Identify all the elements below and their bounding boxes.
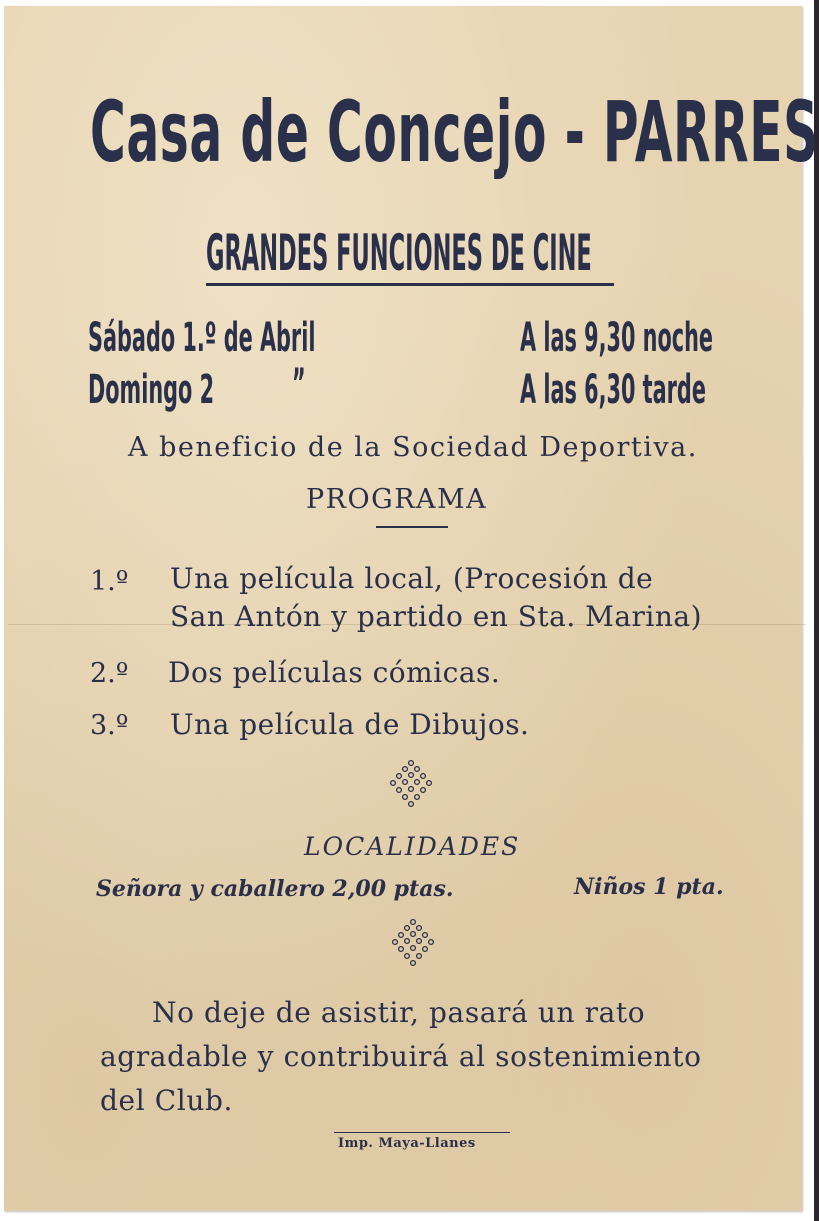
program-item-1-line-1: Una película local, (Procesión de <box>170 562 654 595</box>
schedule-ditto-mark: ” <box>292 361 306 407</box>
schedule-time-1: A las 9,30 noche <box>520 315 714 361</box>
schedule-day-1: Sábado 1.º de Abril <box>88 315 316 361</box>
subtitle-underline <box>206 283 614 286</box>
closing-message <box>100 991 750 1123</box>
printer-rule <box>334 1132 510 1133</box>
price-adults: Señora y caballero 2,00 ptas. <box>96 876 454 902</box>
scan-edge-line <box>814 0 819 1221</box>
poster-title: Casa de Concejo - PARRES <box>90 83 819 181</box>
poster-sheet <box>4 6 819 1211</box>
tickets-heading: LOCALIDADES <box>304 832 521 861</box>
program-item-2-number: 2.º <box>90 658 129 689</box>
diamond-dot-ornament-icon <box>387 917 439 969</box>
program-heading: PROGRAMA <box>306 484 488 515</box>
closing-line-1: No deje de asistir, pasará un rato <box>152 996 646 1029</box>
closing-line-3: del Club. <box>100 1084 233 1117</box>
closing-line-2: agradable y contribuirá al sostenimiento <box>100 1040 702 1073</box>
program-item-1-line-2: San Antón y partido en Sta. Marina) <box>170 600 702 633</box>
benefit-line: A beneficio de la Sociedad Deportiva. <box>128 432 698 463</box>
program-item-3-line-1: Una película de Dibujos. <box>170 708 530 741</box>
program-heading-rule <box>376 526 448 528</box>
schedule-day-2: Domingo 2 <box>88 367 215 413</box>
poster-subtitle: GRANDES FUNCIONES DE CINE <box>206 224 592 282</box>
program-item-1-number: 1.º <box>90 566 129 597</box>
printer-imprint: Imp. Maya-Llanes <box>338 1136 476 1151</box>
program-item-3-number: 3.º <box>90 710 129 741</box>
schedule-time-2: A las 6,30 tarde <box>520 367 706 413</box>
diamond-dot-ornament-icon <box>385 758 437 810</box>
program-item-2-line-1: Dos películas cómicas. <box>168 656 501 689</box>
price-children: Niños 1 pta. <box>574 874 724 900</box>
